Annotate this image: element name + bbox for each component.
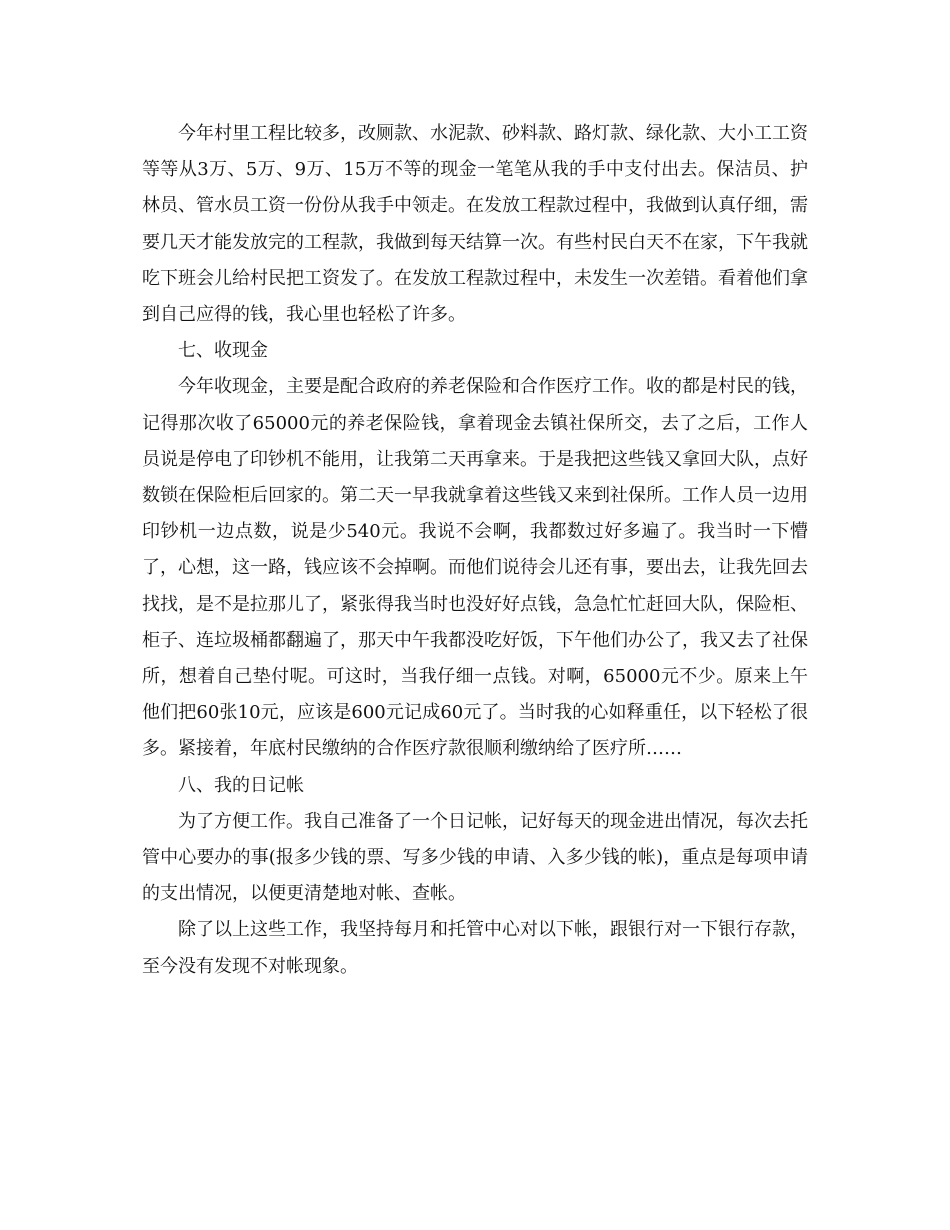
paragraph-reconciliation: 除了以上这些工作，我坚持每月和托管中心对以下帐，跟银行对一下银行存款，至今没有发现不对帐现象。 bbox=[142, 919, 808, 977]
section-heading-daily-ledger: 八、我的日记帐 bbox=[178, 774, 304, 796]
paragraph-collect-cash: 今年收现金，主要是配合政府的养老保险和合作医疗工作。收的都是村民的钱，记得那次收了65000元的养老保险钱，拿着现金去镇社保所交，去了之后，工作人员说是停电了印钞机不能用，让我第二天再拿来。于是我把这些钱又拿回大队，点好数锁在保险柜后回家的。第二天一早我就拿着这些钱又来到社保所。工作人员一边用印钞机一边点数，说是少540元。我说不会啊，我都数过好多遍了。我当时一下懵了，心想，这一路，钱应该不会掉啊。而他们说待会儿还有事，要出去，让我先回去找找，是不是拉那儿了，紧张得我当时也没好好点钱，急急忙忙赶回大队，保险柜、柜子、连垃圾桶都翻遍了，那天中午我都没吃好饭，下午他们办公了，我又去了社保所，想着自己垫付呢。可这时，当我仔细一点钱。对啊，65000元不少。原来上午他们把60张10元，应该是600元记成60元了。当时我的心如释重任，以下轻松了很多。紧接着，年底村民缴纳的合作医疗款很顺利缴纳给了医疗所…… bbox=[142, 376, 808, 760]
paragraph-project-payments: 今年村里工程比较多，改厕款、水泥款、砂料款、路灯款、绿化款、大小工工资等等从3万、5万、9万、15万不等的现金一笔笔从我的手中支付出去。保洁员、护林员、管水员工资一份份从我手中领走。在发放工程款过程中，我做到认真仔细，需要几天才能发放完的工程款，我做到每天结算一次。有些村民白天不在家，下午我就吃下班会儿给村民把工资发了。在发放工程款过程中，未发生一次差错。看着他们拿到自己应得的钱，我心里也轻松了许多。 bbox=[142, 123, 808, 326]
section-heading-collect-cash: 七、收现金 bbox=[178, 340, 268, 362]
paragraph-daily-ledger: 为了方便工作。我自己准备了一个日记帐，记好每天的现金进出情况，每次去托管中心要办的事(报多少钱的票、写多少钱的申请、入多少钱的帐)，重点是每项申请的支出情况，以便更清楚地对帐、查帐。 bbox=[142, 810, 808, 905]
document-page bbox=[142, 116, 808, 985]
